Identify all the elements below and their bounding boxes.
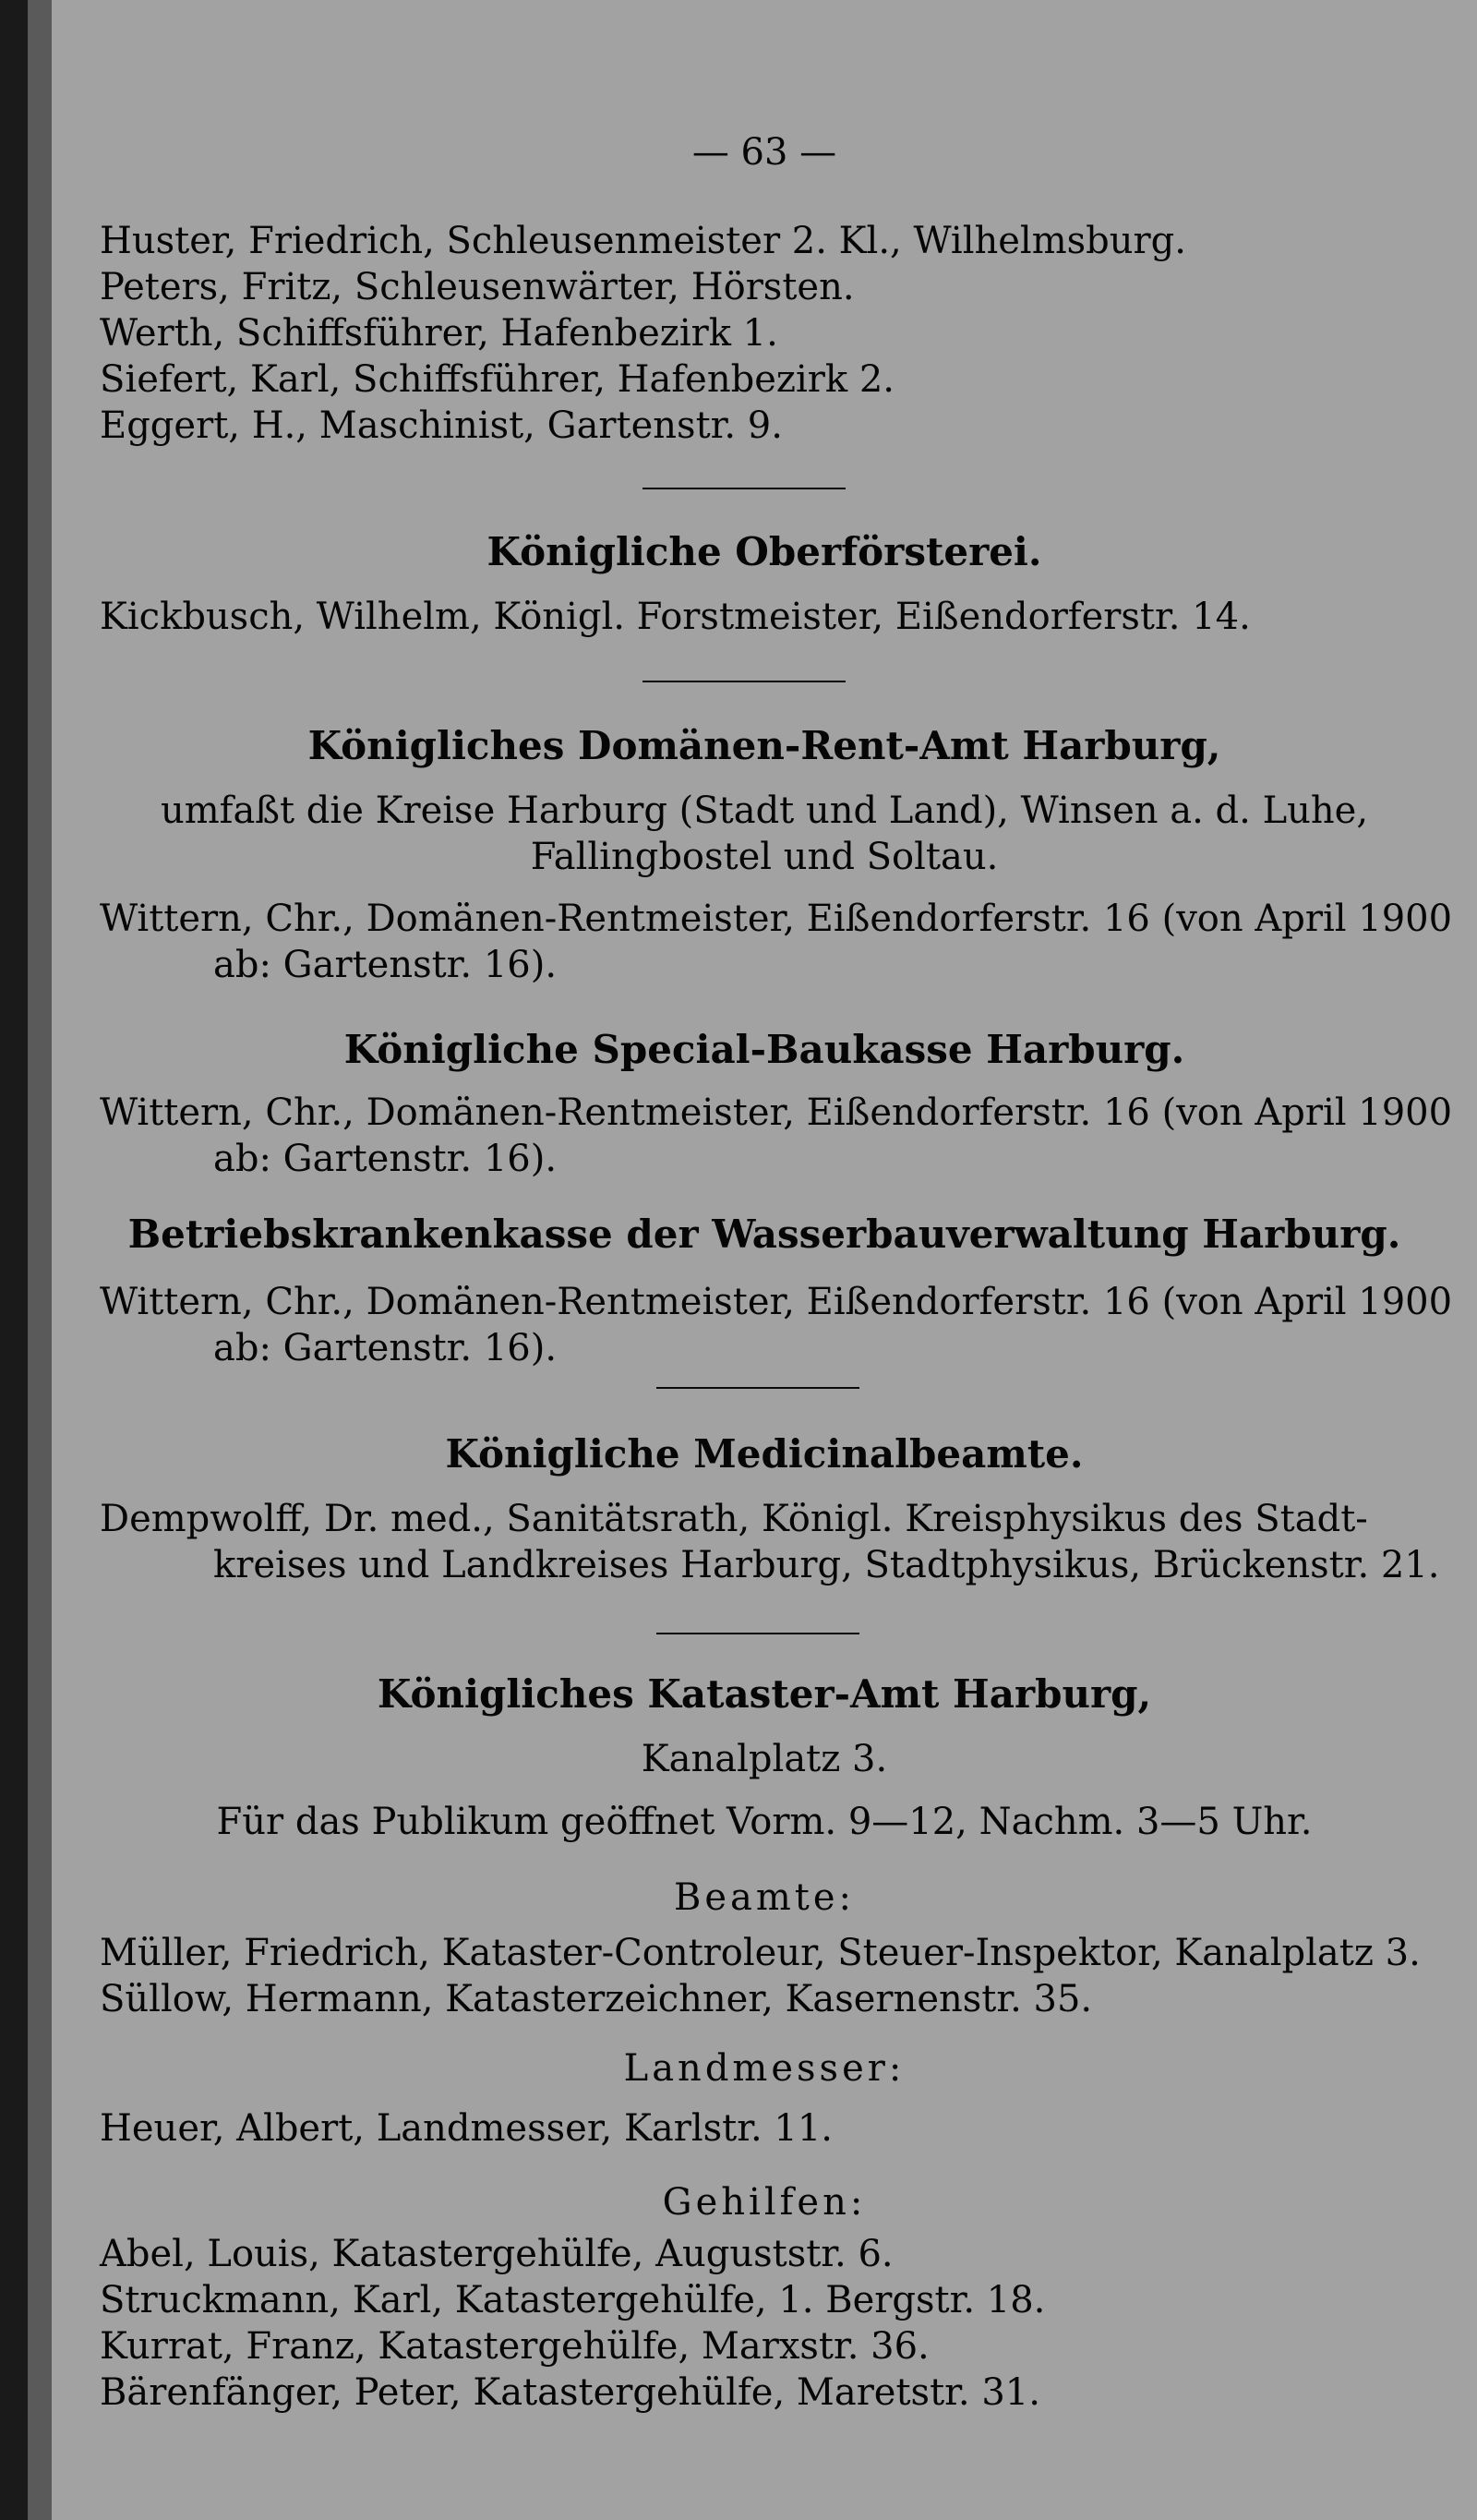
entry-line: Bärenfänger, Peter, Katastergehülfe, Maretstr. 31. [100, 2371, 1040, 2414]
book-page [52, 0, 1477, 2520]
section-heading-domaenen: Königliches Domänen-Rent-Amt Harburg, [307, 723, 1221, 768]
entry-line: Werth, Schiffsführer, Hafenbezirk 1. [100, 312, 778, 355]
group-label-beamte: Beamte: [673, 1876, 856, 1919]
entry-line-continued: ab: Gartenstr. 16). [213, 944, 558, 986]
section-subtitle: umfaßt die Kreise Harburg (Stadt und Land), Winsen a. d. Luhe, [160, 790, 1369, 832]
entry-line: Siefert, Karl, Schiffsführer, Hafenbezirk 2. [100, 358, 895, 401]
entry-line: Müller, Friedrich, Kataster-Controleur, Steuer-Inspektor, Kanalplatz 3. [100, 1932, 1421, 1974]
section-heading-baukasse: Königliche Special-Baukasse Harburg. [343, 1027, 1185, 1072]
entry-line-continued: ab: Gartenstr. 16). [213, 1327, 558, 1369]
entry-line: Wittern, Chr., Domänen-Rentmeister, Eißendorferstr. 16 (von April 1900 [100, 1281, 1453, 1323]
entry-line: Heuer, Albert, Landmesser, Karlstr. 11. [100, 2107, 834, 2150]
entry-line-continued: kreises und Landkreises Harburg, Stadtphysikus, Brückenstr. 21. [213, 1544, 1440, 1586]
entry-line: Dempwolff, Dr. med., Sanitätsrath, Königl. Kreisphysikus des Stadt- [100, 1498, 1368, 1540]
entry-line: Kurrat, Franz, Katastergehülfe, Marxstr. 36. [100, 2325, 930, 2368]
group-label-gehilfen: Gehilfen: [662, 2181, 867, 2224]
section-divider [642, 488, 846, 489]
entry-line: Süllow, Hermann, Katasterzeichner, Kasernenstr. 35. [100, 1978, 1093, 2020]
entry-line: Peters, Fritz, Schleusenwärter, Hörsten. [100, 266, 855, 308]
entry-line: Huster, Friedrich, Schleusenmeister 2. Kl., Wilhelmsburg. [100, 220, 1186, 262]
kataster-hours: Für das Publikum geöffnet Vorm. 9—12, Nachm. 3—5 Uhr. [216, 1801, 1313, 1843]
page-number: — 63 — [691, 131, 837, 174]
entry-line-continued: ab: Gartenstr. 16). [213, 1138, 558, 1180]
entry-line: Wittern, Chr., Domänen-Rentmeister, Eißendorferstr. 16 (von April 1900 [100, 898, 1453, 940]
entry-line: Abel, Louis, Katastergehülfe, Auguststr. 6. [100, 2233, 894, 2275]
section-divider [642, 681, 846, 682]
section-divider [656, 1633, 859, 1634]
book-gutter-shadow [28, 0, 52, 2520]
entry-line: Struckmann, Karl, Katastergehülfe, 1. Bergstr. 18. [100, 2279, 1046, 2321]
section-heading-krankenkasse: Betriebskrankenkasse der Wasserbauverwaltung Harburg. [127, 1212, 1401, 1257]
section-heading-oberfoersterei: Königliche Oberförsterei. [486, 529, 1042, 574]
entry-line: Kickbusch, Wilhelm, Königl. Forstmeister, Eißendorferstr. 14. [100, 596, 1251, 638]
entry-line: Wittern, Chr., Domänen-Rentmeister, Eißendorferstr. 16 (von April 1900 [100, 1091, 1453, 1134]
kataster-address: Kanalplatz 3. [641, 1738, 888, 1780]
entry-line: Eggert, H., Maschinist, Gartenstr. 9. [100, 404, 783, 447]
section-heading-kataster: Königliches Kataster-Amt Harburg, [377, 1671, 1152, 1717]
book-spine-edge [0, 0, 28, 2520]
section-subtitle: Fallingbostel und Soltau. [530, 836, 999, 878]
group-label-landmesser: Landmesser: [623, 2047, 906, 2090]
section-heading-medicinal: Königliche Medicinalbeamte. [445, 1431, 1084, 1477]
section-divider [656, 1387, 859, 1389]
